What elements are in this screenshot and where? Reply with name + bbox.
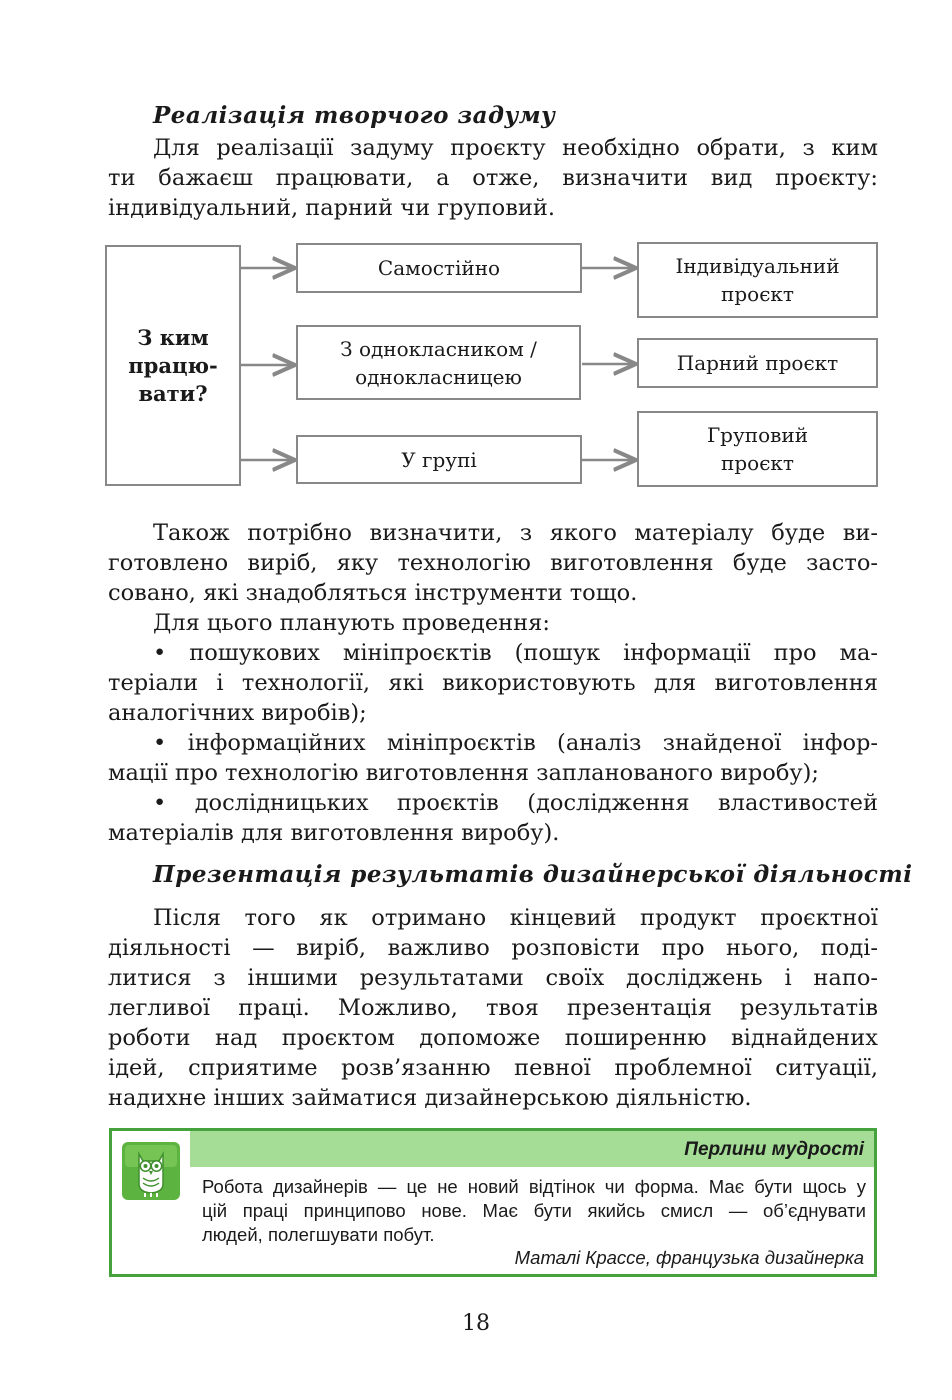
text-line: діяльності — виріб, важливо розповісти про нього, поді- <box>108 935 878 961</box>
text-line: ти бажаєш працювати, а отже, визначити вид проєкту: <box>108 165 878 191</box>
quote-line: Робота дизайнерів — це не новий відтінок чи форма. Має бути щось у <box>202 1176 866 1197</box>
text-line: ідей, сприятиме розв’язанню певної проблемної ситуації, <box>108 1055 878 1081</box>
option-label: З однокласником / <box>340 336 537 361</box>
option-label: Самостійно <box>377 256 501 280</box>
text-line: роботи над проєктом допоможе поширенню віднайдених <box>108 1025 878 1051</box>
option-alone-box <box>296 243 582 293</box>
intro-paragraph <box>108 133 878 223</box>
quote-title: Перлини мудрості <box>684 1139 864 1160</box>
bullet-item <box>108 728 878 758</box>
text-line: Для цього планують проведення: <box>153 610 550 636</box>
option-pair-box <box>296 325 581 400</box>
section-heading-presentation: Презентація результатів дизайнерської діяльності <box>153 861 913 888</box>
text-line: литися з іншими результатами своїх досліджень і напо- <box>108 965 878 991</box>
question-line: вати? <box>138 380 208 406</box>
text-line: надихне інших займатися дизайнерською діяльністю. <box>108 1085 752 1111</box>
text-line: готовлено виріб, яку технологію виготовлення буде засто- <box>108 550 878 576</box>
bullet-icon: • <box>153 730 167 756</box>
result-label: проєкт <box>721 451 794 475</box>
question-box <box>105 245 241 486</box>
result-pair-box <box>637 338 878 388</box>
text-line: мації про технологію виготовлення запланованого виробу); <box>108 760 819 786</box>
result-individual-box <box>637 242 878 318</box>
quote-text <box>202 1175 866 1247</box>
quote-line: цій праці принципово нове. Має бути якийсь смисл — об’єднувати <box>202 1200 866 1221</box>
quote-header <box>190 1131 874 1167</box>
bullet-text: дослідницьких проєктів (дослідження властивостей <box>194 790 878 816</box>
question-line: працю- <box>128 352 218 378</box>
presentation-paragraph <box>108 903 878 1113</box>
quote-line: людей, полегшувати побут. <box>202 1224 435 1245</box>
option-label: однокласницею <box>355 364 522 389</box>
result-label: Парний проєкт <box>676 351 839 375</box>
bullet-item <box>108 638 878 668</box>
result-group-box <box>637 411 878 487</box>
bullet-item <box>108 788 878 818</box>
wisdom-quote-box <box>109 1128 877 1277</box>
option-group-box <box>296 435 582 484</box>
result-label: Груповий <box>706 423 809 447</box>
bullet-text: пошукових мініпроєктів (пошук інформації про ма- <box>189 640 878 666</box>
option-label: У групі <box>401 447 477 472</box>
result-label: Індивідуальний <box>675 254 840 278</box>
result-label: проєкт <box>721 282 794 306</box>
text-line: індивідуальний, парний чи груповий. <box>108 195 556 221</box>
question-line: З ким <box>137 324 209 350</box>
text-line: Для реалізації задуму проєкту необхідно обрати, з ким <box>153 135 878 161</box>
text-line: аналогічних виробів); <box>108 700 367 726</box>
materials-paragraph <box>108 518 878 848</box>
text-line: легливої праці. Можливо, твоя презентація результатів <box>108 995 878 1021</box>
page-number: 18 <box>462 1311 490 1336</box>
text-line: совано, які знадобляться інструменти тощо. <box>108 580 638 606</box>
owl-icon <box>122 1142 180 1200</box>
section-heading-realization: Реалізація творчого задуму <box>153 102 556 129</box>
bullet-icon: • <box>153 790 167 816</box>
text-line: Після того як отримано кінцевий продукт проєктної <box>153 905 878 931</box>
bullet-text: інформаційних мініпроєктів (аналіз знайденої інфор- <box>187 730 878 756</box>
bullet-icon: • <box>153 640 167 666</box>
text-line: теріали і технології, які використовують для виготовлення <box>108 670 878 696</box>
quote-author: Маталі Крассе, французька дизайнерка <box>514 1247 864 1268</box>
text-line: матеріалів для виготовлення виробу). <box>108 820 560 846</box>
text-line: Також потрібно визначити, з якого матеріалу буде ви- <box>153 520 878 546</box>
